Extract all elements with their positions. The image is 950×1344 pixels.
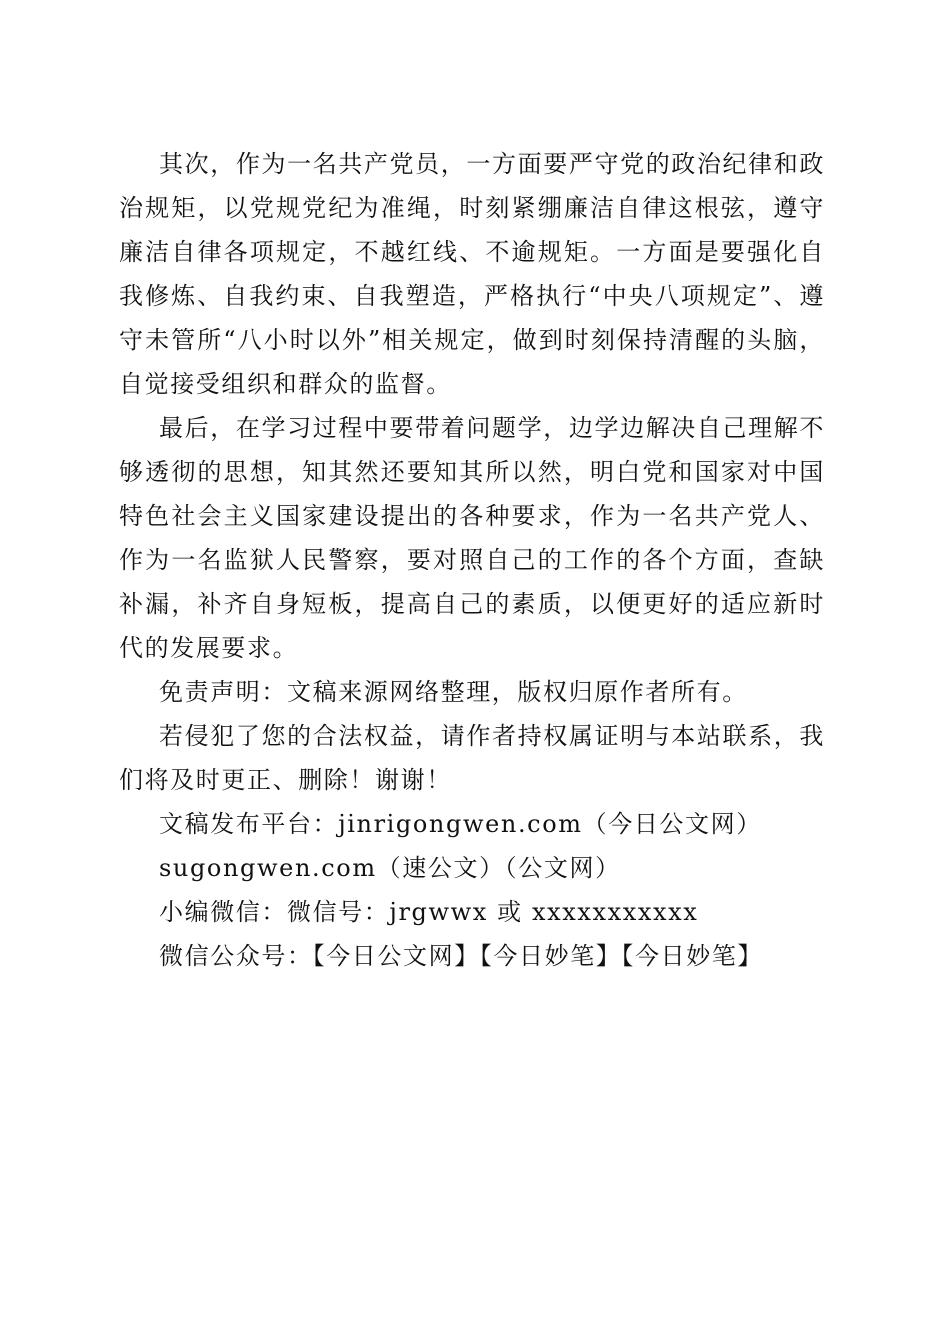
paragraph-discipline: 其次，作为一名共产党员，一方面要严守党的政治纪律和政治规矩，以党规党纪为准绳，时刻紧绷廉洁自律这根弦，遵守廉洁自律各项规定，不越红线、不逾规矩。一方面是要强化自我修炼、自我约束、自我塑造，严格执行“中央八项规定”、遵守未管所“八小时以外”相关规定，做到时刻保持清醒的头脑，自觉接受组织和群众的监督。 xyxy=(119,150,825,398)
document-body xyxy=(119,142,825,978)
paragraph-disclaimer: 免责声明：文稿来源网络整理，版权归原作者所有。 xyxy=(159,678,748,706)
footer-alt-site: sugongwen.com（速公文）（公文网） xyxy=(159,854,621,882)
footer-publish-platform: 文稿发布平台：jinrigongwen.com（今日公文网） xyxy=(159,810,762,838)
paragraph-learning: 最后，在学习过程中要带着问题学，边学边解决自己理解不够透彻的思想，知其然还要知其所以然，明白党和国家对中国特色社会主义国家建设提出的各种要求，作为一名共产党人、作为一名监狱人民警察，要对照自己的工作的各个方面，查缺补漏，补齐自身短板，提高自己的素质，以便更好的适应新时代的发展要求。 xyxy=(119,414,825,662)
footer-wechat-official-account: 微信公众号：【今日公文网】【今日妙笔】【今日妙笔】 xyxy=(159,942,763,970)
paragraph-infringement-notice: 若侵犯了您的合法权益，请作者持权属证明与本站联系，我们将及时更正、删除！谢谢！ xyxy=(119,722,825,794)
footer-wechat-id: 小编微信：微信号：jrgwwx 或 xxxxxxxxxxx xyxy=(159,898,699,926)
